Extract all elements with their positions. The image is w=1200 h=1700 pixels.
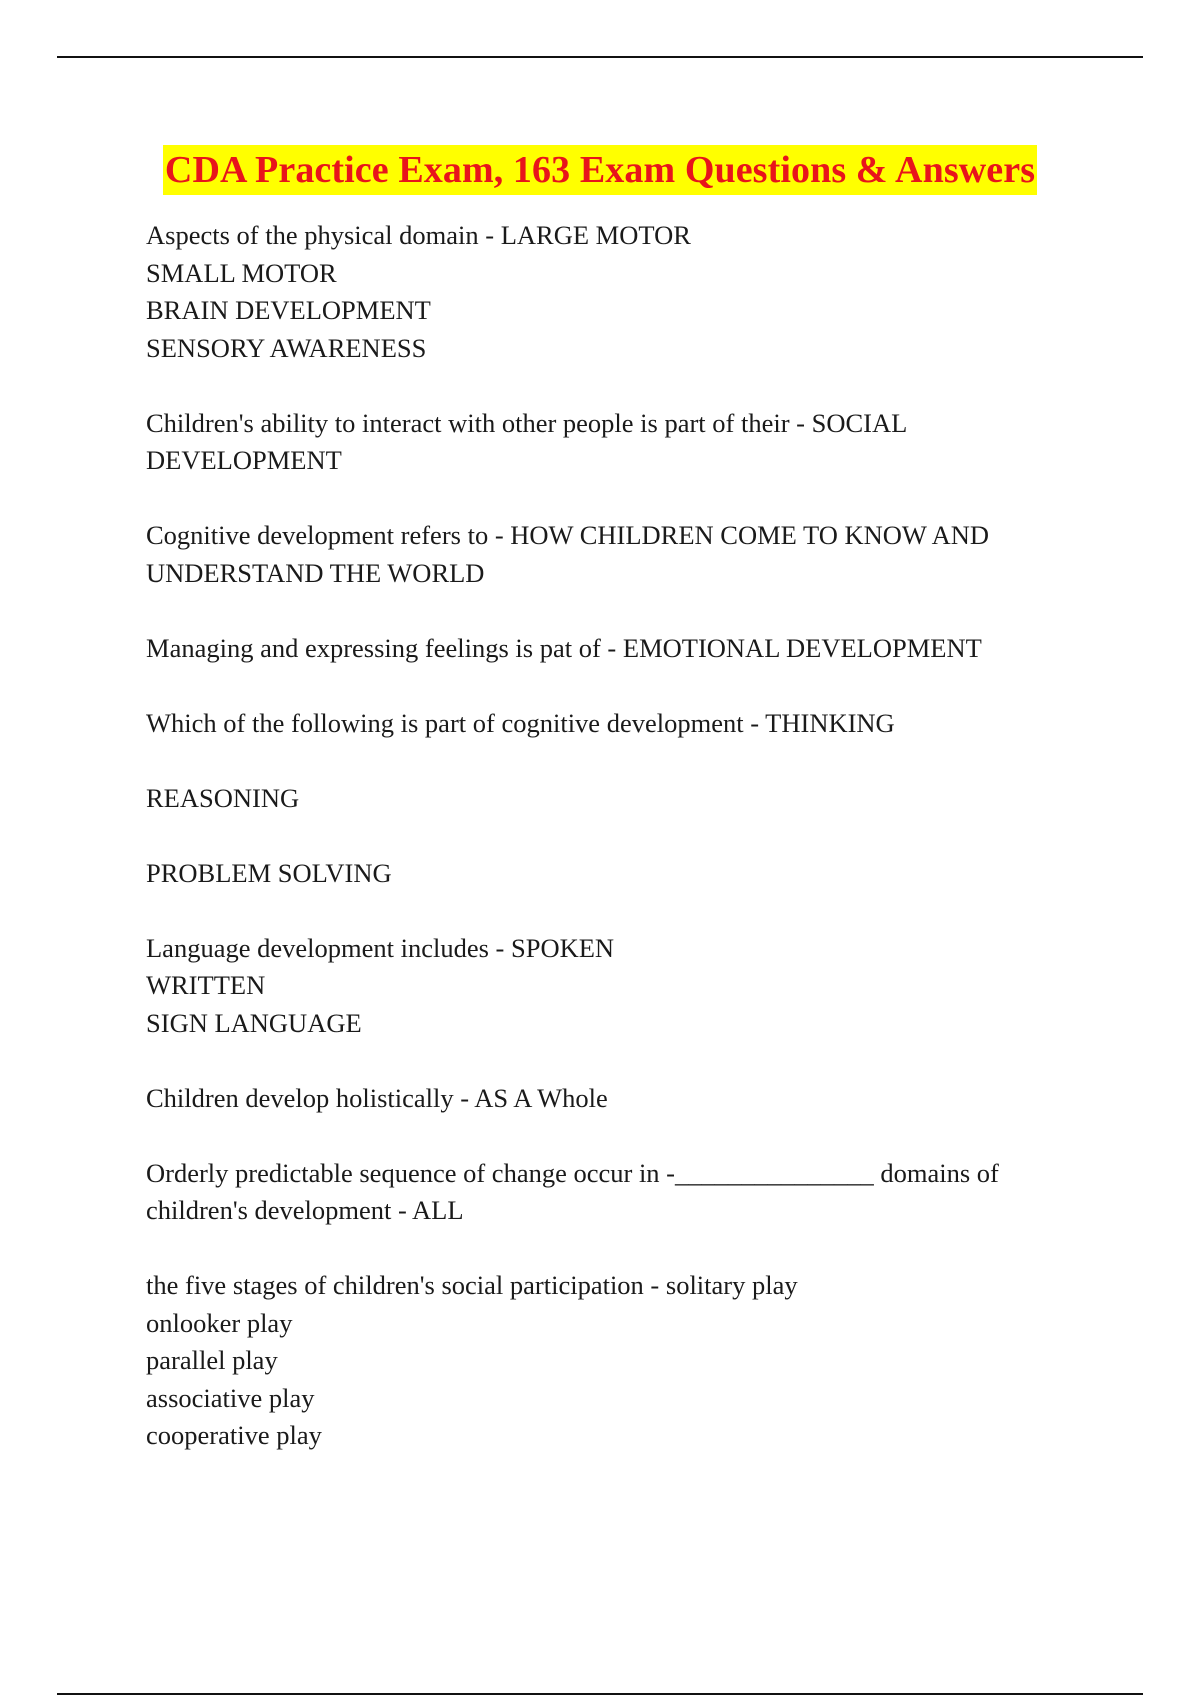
qa-answer-line: associative play	[146, 1382, 315, 1413]
qa-question-line: Orderly predictable sequence of change occur in -_______________ domains of	[146, 1157, 999, 1188]
qa-answer-line: WRITTEN	[146, 970, 266, 1000]
qa-answer-line: cooperative play	[146, 1420, 322, 1450]
qa-question-line: Aspects of the physical domain - LARGE MOTOR	[146, 220, 691, 250]
qa-question-line: Managing and expressing feelings is pat of - EMOTIONAL DEVELOPMENT	[146, 632, 982, 663]
qa-answer-line: SIGN LANGUAGE	[146, 1007, 362, 1038]
qa-question-line: Which of the following is part of cognitive development - THINKING	[146, 707, 895, 738]
qa-answer-line: SENSORY AWARENESS	[146, 332, 427, 363]
title-wrapper	[0, 145, 1200, 195]
qa-question-line: PROBLEM SOLVING	[146, 857, 392, 888]
qa-entry	[146, 855, 1086, 893]
qa-question-line: Children's ability to interact with other people is part of their - SOCIAL	[146, 407, 908, 438]
qa-answer-line: parallel play	[146, 1345, 278, 1375]
qa-entry	[146, 1155, 1086, 1230]
qa-answer-line: children's development - ALL	[146, 1195, 464, 1225]
qa-answer-line: BRAIN DEVELOPMENT	[146, 295, 431, 325]
top-rule	[57, 56, 1143, 58]
document-title: CDA Practice Exam, 163 Exam Questions & Answers	[163, 145, 1037, 195]
qa-entry	[146, 630, 1086, 668]
qa-entry	[146, 930, 1086, 1043]
qa-entry	[146, 217, 1086, 367]
qa-entry	[146, 1080, 1086, 1118]
bottom-rule	[57, 1693, 1143, 1695]
qa-answer-line: SMALL MOTOR	[146, 257, 337, 288]
qa-entry	[146, 517, 1086, 592]
qa-question-line: Children develop holistically - AS A Whole	[146, 1082, 608, 1113]
qa-entry	[146, 705, 1086, 743]
qa-answer-line: onlooker play	[146, 1307, 293, 1338]
qa-answer-line: DEVELOPMENT	[146, 445, 342, 475]
qa-question-line: Language development includes - SPOKEN	[146, 932, 615, 963]
qa-question-line: REASONING	[146, 782, 300, 813]
qa-entry	[146, 780, 1086, 818]
qa-list	[146, 217, 1086, 1492]
qa-entry	[146, 405, 1086, 480]
qa-answer-line: UNDERSTAND THE WORLD	[146, 557, 485, 588]
qa-question-line: Cognitive development refers to - HOW CHILDREN COME TO KNOW AND	[146, 520, 989, 550]
qa-entry	[146, 1267, 1086, 1455]
qa-question-line: the five stages of children's social participation - solitary play	[146, 1270, 798, 1300]
